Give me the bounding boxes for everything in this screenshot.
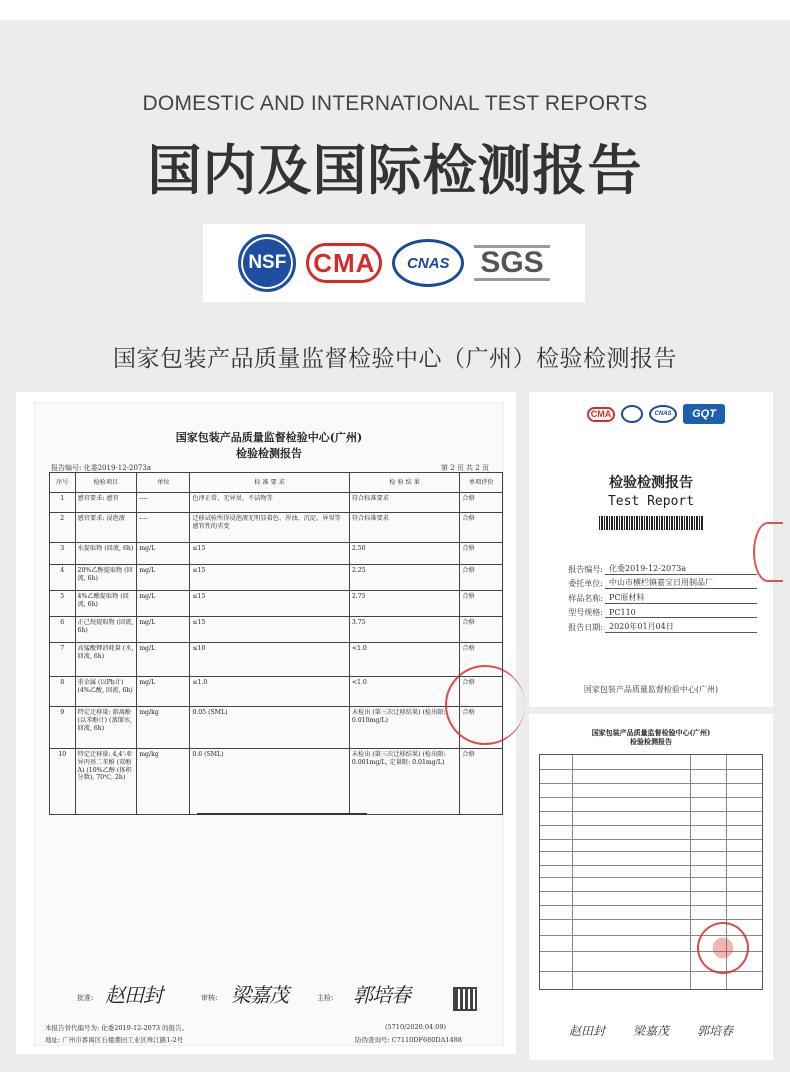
table-row xyxy=(50,513,503,543)
table-cell-req: 迁移试验所得浸泡液无明显着色、浑浊、沉淀、异臭等感官性的劣变 xyxy=(190,513,350,543)
barcode xyxy=(599,516,703,530)
third-signature-2: 梁嘉茂 xyxy=(633,1024,670,1038)
table-row xyxy=(50,643,503,677)
table-cell-no: 7 xyxy=(50,643,76,677)
table-cell-result: 2.25 xyxy=(349,565,460,591)
table-cell-item: 感官要求: 感官 xyxy=(75,493,137,513)
cover-field-row xyxy=(547,604,757,619)
cover-field-label: 报告编号: xyxy=(568,564,603,574)
results-table xyxy=(49,472,503,815)
cover-field-value: 2020年01月04日 xyxy=(605,621,757,633)
cma-logo: CMA xyxy=(587,407,615,422)
table-cell-no: 6 xyxy=(50,617,76,643)
table-cell-item: 正己烷提取物 (回流, 6h) xyxy=(75,617,137,643)
table-cell-item: 特定迁移量: 4,4'-亚异丙基二苯酚 (双酚A) (10%乙醇 (体积分数), 70℃, 2h) xyxy=(75,749,137,815)
col-header: 序号 xyxy=(50,473,76,493)
table-cell-eval: 合格 xyxy=(460,591,503,617)
cover-field-row xyxy=(547,560,757,575)
table-cell-item: 特定迁移量: 游离酚 (以苯酚计) (蒸馏水, 回流, 6h) xyxy=(75,707,137,749)
col-header: 检验项目 xyxy=(75,473,137,493)
table-cell-unit: mg/kg xyxy=(137,749,190,815)
table-cell-req: ≤15 xyxy=(190,565,350,591)
table-cell-eval: 合格 xyxy=(460,749,503,815)
check-signature: 郭培春 xyxy=(353,983,410,1007)
table-cell-result: 未检出 (第三次迁移结果) (检出限: 0.010mg/L) xyxy=(349,707,460,749)
report-subtitle: 检验检测报告 xyxy=(236,447,302,460)
cover-field-label: 样品名称: xyxy=(568,593,603,603)
table-cell-req: ≤15 xyxy=(190,617,350,643)
third-signature-3: 郭培春 xyxy=(697,1024,734,1038)
approve-signature: 赵田封 xyxy=(105,983,162,1007)
table-cell-item: 20%乙醇提取物 (回流, 6h) xyxy=(75,565,137,591)
red-seal-stamp xyxy=(445,665,525,745)
table-cell-eval: 合格 xyxy=(460,643,503,677)
table-cell-unit: mg/L xyxy=(137,643,190,677)
testing-center-name: 国家包装产品质量监督检验中心（广州）检验检测报告 xyxy=(113,346,677,372)
table-cell-unit: ---- xyxy=(137,513,190,543)
table-cell-unit: mg/L xyxy=(137,565,190,591)
check-label: 主检: xyxy=(317,994,334,1002)
table-cell-req: ≤15 xyxy=(190,543,350,565)
cover-field-row xyxy=(547,618,757,633)
table-cell-result: <1.0 xyxy=(349,677,460,707)
grid-line xyxy=(540,783,762,784)
third-report-page xyxy=(529,714,773,1060)
table-cell-no: 10 xyxy=(50,749,76,815)
table-row xyxy=(50,617,503,643)
cover-field-value: 化委2019-12-2073a xyxy=(605,563,757,575)
table-cell-unit: mg/L xyxy=(137,617,190,643)
table-cell-req: 0.05 (SML) xyxy=(190,707,350,749)
table-row xyxy=(50,493,503,513)
grid-line xyxy=(540,919,762,920)
cover-field-label: 委托单位: xyxy=(568,579,603,588)
footer-note: 本报告替代编号为: 化委2019-12-2073 的报告。 xyxy=(45,1024,189,1032)
cover-field-label: 型号规格: xyxy=(568,608,603,617)
qr-code xyxy=(453,987,477,1011)
report-number: 报告编号: 化委2019-12-2073a xyxy=(51,464,152,472)
cover-field-row xyxy=(547,589,757,604)
col-header: 单项评价 xyxy=(460,473,503,493)
col-header: 标 准 要 求 xyxy=(190,473,350,493)
grid-line xyxy=(540,905,762,906)
col-header: 单位 xyxy=(137,473,190,493)
third-report-title xyxy=(529,728,773,747)
table-cell-result: 未检出 (第三次迁移结果) (检出限: 0.001mg/L, 定量限: 0.01mg/L) xyxy=(349,749,460,815)
table-cell-item: 高锰酸钾消耗量 (水, 回流, 6h) xyxy=(75,643,137,677)
third-title-line1: 国家包装产品质量监督检验中心(广州) xyxy=(591,728,711,737)
table-cell-unit: mg/kg xyxy=(137,707,190,749)
ilac-mra-logo xyxy=(621,405,643,423)
table-cell-eval: 合格 xyxy=(460,707,503,749)
table-cell-no: 5 xyxy=(50,591,76,617)
grid-line xyxy=(540,851,762,852)
table-cell-no: 2 xyxy=(50,513,76,543)
table-cell-result: 符合标准要求 xyxy=(349,513,460,543)
cover-field-label: 报告日期: xyxy=(568,622,603,632)
grid-line xyxy=(540,811,762,812)
table-cell-no: 9 xyxy=(50,707,76,749)
signature-row xyxy=(35,963,503,1013)
table-cell-unit: ---- xyxy=(137,493,190,513)
table-cell-eval: 合格 xyxy=(460,543,503,565)
cnas-logo: CNAS xyxy=(649,405,677,423)
gqt-logo: GQT xyxy=(683,404,725,424)
grid-line xyxy=(540,797,762,798)
report-title: 国家包装产品质量监督检验中心(广州) xyxy=(175,431,363,444)
table-cell-req: 色泽正常、无异臭、不洁物等 xyxy=(190,493,350,513)
table-cell-eval: 合格 xyxy=(460,677,503,707)
certification-logos xyxy=(203,224,585,302)
table-row xyxy=(50,543,503,565)
table-cell-item: 感官要求: 浸泡液 xyxy=(75,513,137,543)
cover-subtitle: Test Report xyxy=(607,494,695,509)
table-row xyxy=(50,591,503,617)
table-row xyxy=(50,565,503,591)
table-cell-eval: 合格 xyxy=(460,617,503,643)
sgs-logo: SGS xyxy=(474,245,549,281)
table-cell-result: <1.0 xyxy=(349,643,460,677)
table-cell-item: 重金属 (以Pb计) (4%乙酸, 回流, 6h) xyxy=(75,677,137,707)
table-cell-req: ≤10 xyxy=(190,643,350,677)
grid-line xyxy=(540,877,762,878)
table-cell-eval: 合格 xyxy=(460,565,503,591)
table-cell-result: 3.75 xyxy=(349,617,460,643)
cnas-logo: CNAS xyxy=(392,239,464,287)
table-cell-result: 符合标准要求 xyxy=(349,493,460,513)
cover-title: 检验检测报告 xyxy=(609,475,693,491)
table-cell-unit: mg/L xyxy=(137,543,190,565)
grid-line xyxy=(540,891,762,892)
red-seal-stamp xyxy=(697,922,749,974)
table-cell-no: 1 xyxy=(50,493,76,513)
grid-line xyxy=(540,769,762,770)
approve-label: 批准: xyxy=(77,994,94,1002)
end-rule xyxy=(197,813,367,815)
cma-logo: CMA xyxy=(306,243,382,283)
grid-line xyxy=(540,825,762,826)
table-cell-result: 2.75 xyxy=(349,591,460,617)
table-cell-item: 水提取物 (回流, 6h) xyxy=(75,543,137,565)
cover-field-value: 中山市横栏镇嘉宝日用制品厂 xyxy=(605,577,757,589)
table-cell-req: ≤15 xyxy=(190,591,350,617)
col-header: 检 验 结 果 xyxy=(349,473,460,493)
grid-line xyxy=(540,865,762,866)
footer-anti-fake: 防伪查询号: C7110DF680DA1488 xyxy=(355,1036,462,1044)
table-cell-eval: 合格 xyxy=(460,493,503,513)
table-cell-item: 4%乙酸提取物 (回流, 6h) xyxy=(75,591,137,617)
review-signature: 梁嘉茂 xyxy=(231,983,288,1007)
third-title-line2: 检验检测报告 xyxy=(630,737,672,747)
main-report-sheet xyxy=(34,402,504,1046)
chinese-title: 国内及国际检测报告 xyxy=(147,139,643,202)
main-report-page xyxy=(16,392,516,1054)
table-cell-eval: 合格 xyxy=(460,513,503,543)
review-label: 审核: xyxy=(201,994,218,1002)
footer-address: 地址: 广州市番禺区石楼潮田工业区珠江路1-2号 xyxy=(45,1036,184,1044)
table-row xyxy=(50,677,503,707)
table-cell-unit: mg/L xyxy=(137,677,190,707)
table-header-row xyxy=(50,473,503,493)
table-row xyxy=(50,707,503,749)
table-cell-result: 2.50 xyxy=(349,543,460,565)
table-cell-unit: mg/L xyxy=(137,591,190,617)
cover-fields xyxy=(547,560,757,633)
grid-line xyxy=(690,755,691,989)
page-indicator: 第 2 页 共 2 页 xyxy=(440,464,489,472)
english-title: DOMESTIC AND INTERNATIONAL TEST REPORTS xyxy=(142,92,648,115)
cover-footer: 国家包装产品质量监督检验中心(广州) xyxy=(583,685,719,694)
cover-logos xyxy=(587,404,725,424)
nsf-logo: NSF xyxy=(238,234,296,292)
table-cell-no: 8 xyxy=(50,677,76,707)
cover-field-row xyxy=(547,575,757,590)
table-row xyxy=(50,749,503,815)
footer-code: (5710/2020.04.09) xyxy=(385,1023,447,1031)
grid-line xyxy=(540,839,762,840)
table-cell-req: ≤1.0 xyxy=(190,677,350,707)
red-seal-stamp xyxy=(753,522,783,582)
grid-line xyxy=(572,755,573,989)
table-cell-no: 4 xyxy=(50,565,76,591)
cover-field-value: PC原材料 xyxy=(605,592,757,604)
cover-report-page xyxy=(529,392,773,707)
cover-field-value: PC110 xyxy=(605,608,757,618)
table-cell-no: 3 xyxy=(50,543,76,565)
third-signature-1: 赵田封 xyxy=(569,1024,606,1038)
table-cell-req: 0.6 (SML) xyxy=(190,749,350,815)
top-band xyxy=(0,0,790,20)
